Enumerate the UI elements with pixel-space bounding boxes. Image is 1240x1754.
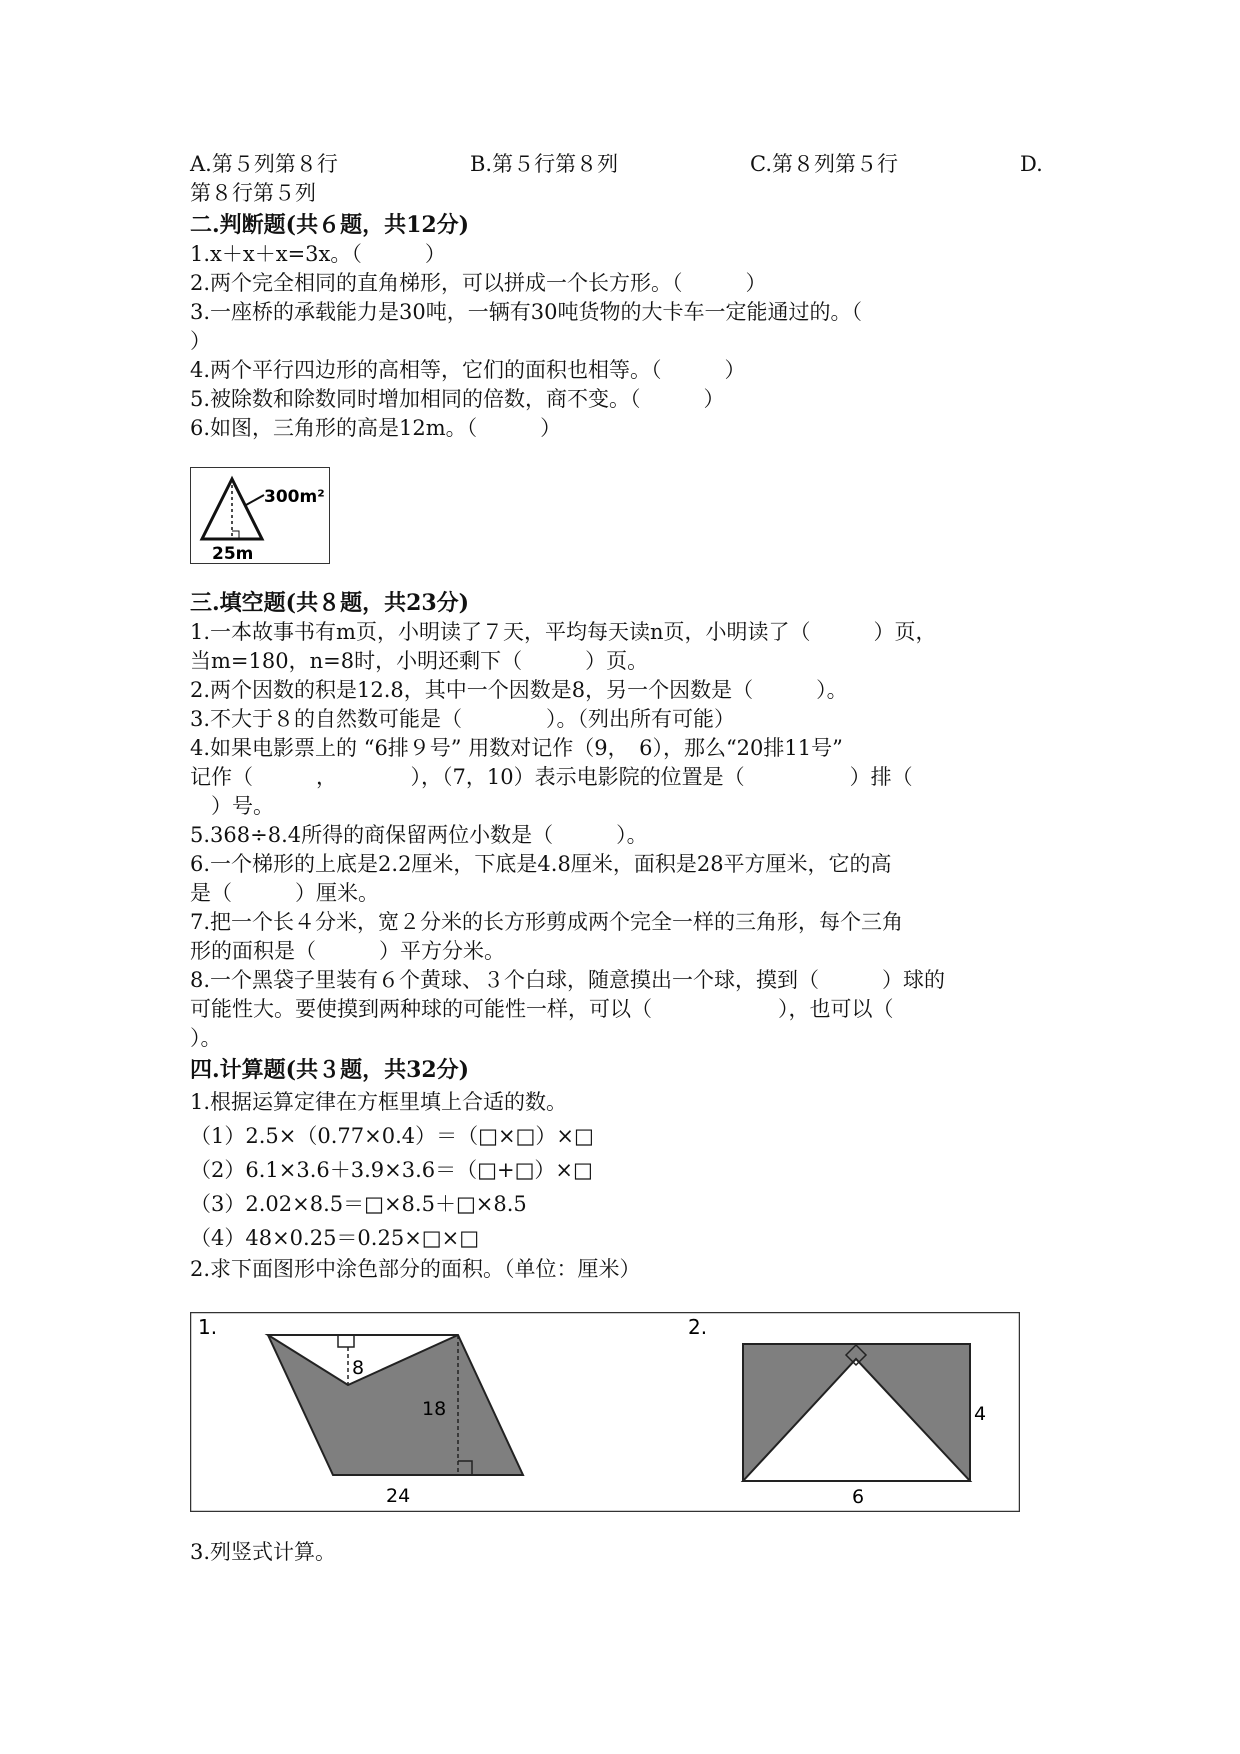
calc-q1-item-3: （3）2.02×8.5＝□×8.5＋□×8.5 [190, 1192, 527, 1216]
calc-question-1 [190, 1085, 1070, 1255]
rect-height-label: 4 [974, 1403, 987, 1425]
fill-item-8: 8.一个黑袋子里装有６个黄球、３个白球，随意摸出一个球，摸到（ ）球的 [190, 968, 946, 992]
calc-q1-text: 1.根据运算定律在方框里填上合适的数。 [190, 1090, 568, 1114]
section4-title: 四.计算题(共３题，共32分) [190, 1057, 470, 1083]
option-b: B.第５行第８列 [470, 152, 619, 176]
judge-item-2: 2.两个完全相同的直角梯形，可以拼成一个长方形。（ ） [190, 271, 767, 295]
rect-base-label: 6 [852, 1486, 865, 1508]
fill-item-4: 4.如果电影票上的 “6排９号” 用数对记作（9， 6），那么“20排11号” [190, 736, 843, 760]
judge-item-5: 5.被除数和除数同时增加相同的倍数，商不变。（ ） [190, 387, 725, 411]
q1-options-row [190, 150, 1070, 179]
area-pointer-line [246, 495, 264, 505]
fill-item-4-cont2: ）号。 [190, 794, 274, 818]
shaded-area-figure [190, 1312, 1020, 1512]
height-label: 18 [422, 1398, 447, 1420]
triangle-figure [190, 467, 330, 564]
triangle-figure-svg [190, 467, 330, 564]
fill-item-4-cont: 记作（ ， ），（7，10）表示电影院的位置是（ ）排（ [190, 765, 913, 789]
fill-item-2: 2.两个因数的积是12.8，其中一个因数是8，另一个因数是（ ）。 [190, 678, 848, 702]
judge-item-1: 1.x＋x＋x=3x。（ ） [190, 242, 446, 266]
judge-item-6: 6.如图，三角形的高是12m。（ ） [190, 416, 562, 440]
small-height-label: 8 [352, 1357, 365, 1379]
calc-q1-item-4: （4）48×0.25＝0.25×□×□ [190, 1226, 480, 1250]
fill-item-3: 3.不大于８的自然数可能是（ ）。（列出所有可能） [190, 707, 736, 731]
calc-q2-text: 2.求下面图形中涂色部分的面积。（单位：厘米） [190, 1257, 641, 1281]
fill-item-8-cont: 可能性大。要使摸到两种球的可能性一样，可以（ ），也可以（ [190, 997, 894, 1021]
panel1-label: 1. [198, 1315, 218, 1339]
fill-item-1-cont: 当m=180，n=8时，小明还剩下（ ）页。 [190, 649, 649, 673]
calc-q1-item-1: （1）2.5×（0.77×0.4）＝（□×□）×□ [190, 1124, 594, 1148]
worksheet-content [190, 150, 1070, 1567]
base-label: 25m [212, 544, 254, 564]
fill-item-7: 7.把一个长４分米，宽２分米的长方形剪成两个完全一样的三角形，每个三角 [190, 910, 904, 934]
section2-title: 二.判断题(共６题，共12分) [190, 212, 470, 238]
option-d: D. [1020, 152, 1043, 176]
section3-title: 三.填空题(共８题，共23分) [190, 590, 470, 616]
calc-q3-text: 3.列竖式计算。 [190, 1540, 337, 1564]
option-a: A.第５列第８行 [190, 152, 338, 176]
fill-item-6-cont: 是（ ）厘米。 [190, 881, 379, 905]
fill-item-6: 6.一个梯形的上底是2.2厘米，下底是4.8厘米，面积是28平方厘米，它的高 [190, 852, 892, 876]
judge-item-3-cont: ） [190, 329, 211, 353]
judge-item-3: 3.一座桥的承载能力是30吨，一辆有30吨货物的大卡车一定能通过的。（ [190, 300, 862, 324]
fill-item-8-cont2: ）。 [190, 1026, 222, 1050]
calc-q1-item-2: （2）6.1×3.6＋3.9×3.6＝（□+□）×□ [190, 1158, 593, 1182]
option-d-continued: 第８行第５列 [190, 181, 316, 205]
option-c: C.第８列第５行 [750, 152, 898, 176]
base-label: 24 [386, 1485, 411, 1507]
shaded-area-figure-svg [190, 1312, 1020, 1512]
area-label: 300m² [264, 487, 325, 507]
fill-item-7-cont: 形的面积是（ ）平方分米。 [190, 939, 505, 963]
fill-item-5: 5.368÷8.4所得的商保留两位小数是（ ）。 [190, 823, 648, 847]
judge-item-4: 4.两个平行四边形的高相等，它们的面积也相等。（ ） [190, 358, 746, 382]
fill-item-1: 1.一本故事书有m页，小明读了７天，平均每天读n页，小明读了（ ）页， [190, 620, 937, 644]
panel2-label: 2. [688, 1315, 708, 1339]
